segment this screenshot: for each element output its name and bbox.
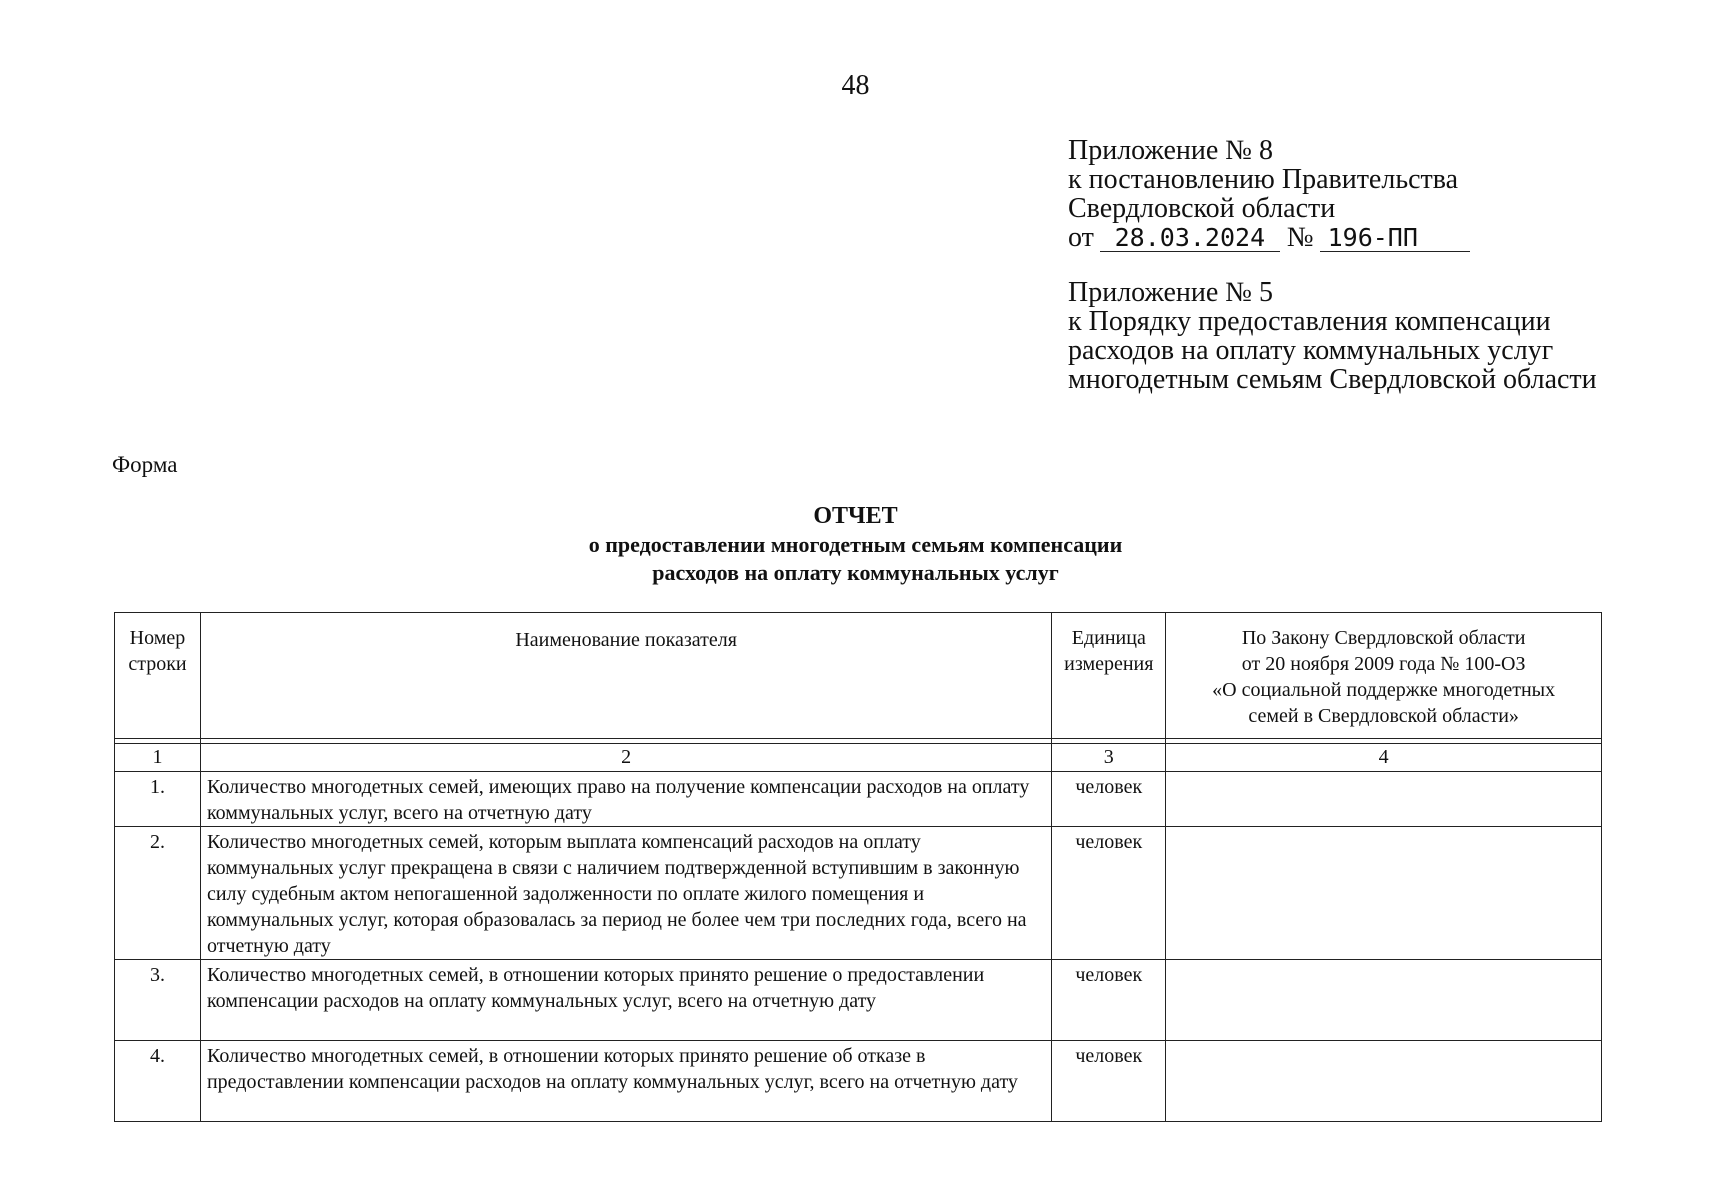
header-row-number (115, 613, 201, 739)
appendix-5-block (1068, 278, 1668, 394)
table-row (115, 1041, 1602, 1122)
header-indicator-name: Наименование показателя (200, 613, 1051, 739)
index-cell: 2 (200, 744, 1051, 772)
index-cell: 3 (1052, 744, 1166, 772)
indicator-name: Количество многодетных семей, которым выплата компенсаций расходов на оплату коммунальных услуг прекращена в связи с наличием подтвержденной вступившим в законную силу судебным актом непогашенной задолженности по оплате жилого помещения и коммунальных услуг, которая образовалась за период не более чем три последних года, всего на отчетную дату (200, 827, 1051, 960)
appendix-8-block (1068, 136, 1668, 252)
header-unit-line2: измерения (1064, 653, 1154, 675)
unit-cell: человек (1052, 1041, 1166, 1122)
unit-cell: человек (1052, 772, 1166, 827)
value-cell (1166, 960, 1602, 1041)
appendix-8-line3: Свердловской области (1068, 193, 1336, 224)
header-row-number-line1: Номер (129, 627, 186, 649)
row-number: 1. (115, 772, 201, 827)
appendix-5-line3: расходов на оплату коммунальных услуг (1068, 335, 1554, 366)
unit-cell: человек (1052, 827, 1166, 960)
row-number: 2. (115, 827, 201, 960)
header-law (1166, 613, 1602, 739)
value-cell (1166, 1041, 1602, 1122)
header-law-line2: от 20 ноября 2009 года № 100-ОЗ (1241, 653, 1526, 675)
report-title-block (0, 501, 1711, 587)
value-cell (1166, 772, 1602, 827)
header-law-line1: По Закону Свердловской области (1241, 627, 1526, 649)
appendix-5-title: Приложение № 5 (1068, 277, 1273, 308)
report-title: ОТЧЕТ (813, 503, 898, 529)
value-cell (1166, 827, 1602, 960)
resolution-number: 196-ПП (1320, 225, 1470, 252)
resolution-date: 28.03.2024 (1100, 225, 1280, 252)
header-law-line4: семей в Свердловской области» (1248, 705, 1519, 727)
table-row (115, 772, 1602, 827)
header-law-line3: «О социальной поддержке многодетных (1212, 679, 1556, 701)
index-cell: 4 (1166, 744, 1602, 772)
index-cell: 1 (115, 744, 201, 772)
appendix-8-title: Приложение № 8 (1068, 135, 1273, 166)
number-prefix: № (1286, 222, 1314, 253)
appendix-8-date-line (1068, 223, 1668, 252)
header-row-number-line2: строки (128, 653, 187, 675)
header-unit (1052, 613, 1166, 739)
report-subtitle-line1: о предоставлении многодетным семьям компенсации (588, 532, 1123, 557)
appendix-5-line2: к Порядку предоставления компенсации (1068, 306, 1551, 337)
indicator-name: Количество многодетных семей, в отношении которых принято решение о предоставлении компенсации расходов на оплату коммунальных услуг, всего на отчетную дату (200, 960, 1051, 1041)
table-row (115, 827, 1602, 960)
indicator-name: Количество многодетных семей, в отношении которых принято решение об отказе в предоставлении компенсации расходов на оплату коммунальных услуг, всего на отчетную дату (200, 1041, 1051, 1122)
table-index-row (115, 744, 1602, 772)
report-table (114, 612, 1602, 1122)
appendix-5-line4: многодетным семьям Свердловской области (1068, 364, 1597, 395)
form-label: Форма (112, 452, 178, 477)
table-header-row (115, 613, 1602, 739)
date-prefix: от (1068, 222, 1094, 253)
page-number: 48 (841, 70, 870, 101)
appendix-8-line2: к постановлению Правительства (1068, 164, 1459, 195)
row-number: 4. (115, 1041, 201, 1122)
row-number: 3. (115, 960, 201, 1041)
indicator-name: Количество многодетных семей, имеющих право на получение компенсации расходов на оплату коммунальных услуг, всего на отчетную дату (200, 772, 1051, 827)
table-row (115, 960, 1602, 1041)
unit-cell: человек (1052, 960, 1166, 1041)
report-subtitle-line2: расходов на оплату коммунальных услуг (652, 560, 1059, 585)
header-unit-line1: Единица (1071, 627, 1146, 649)
